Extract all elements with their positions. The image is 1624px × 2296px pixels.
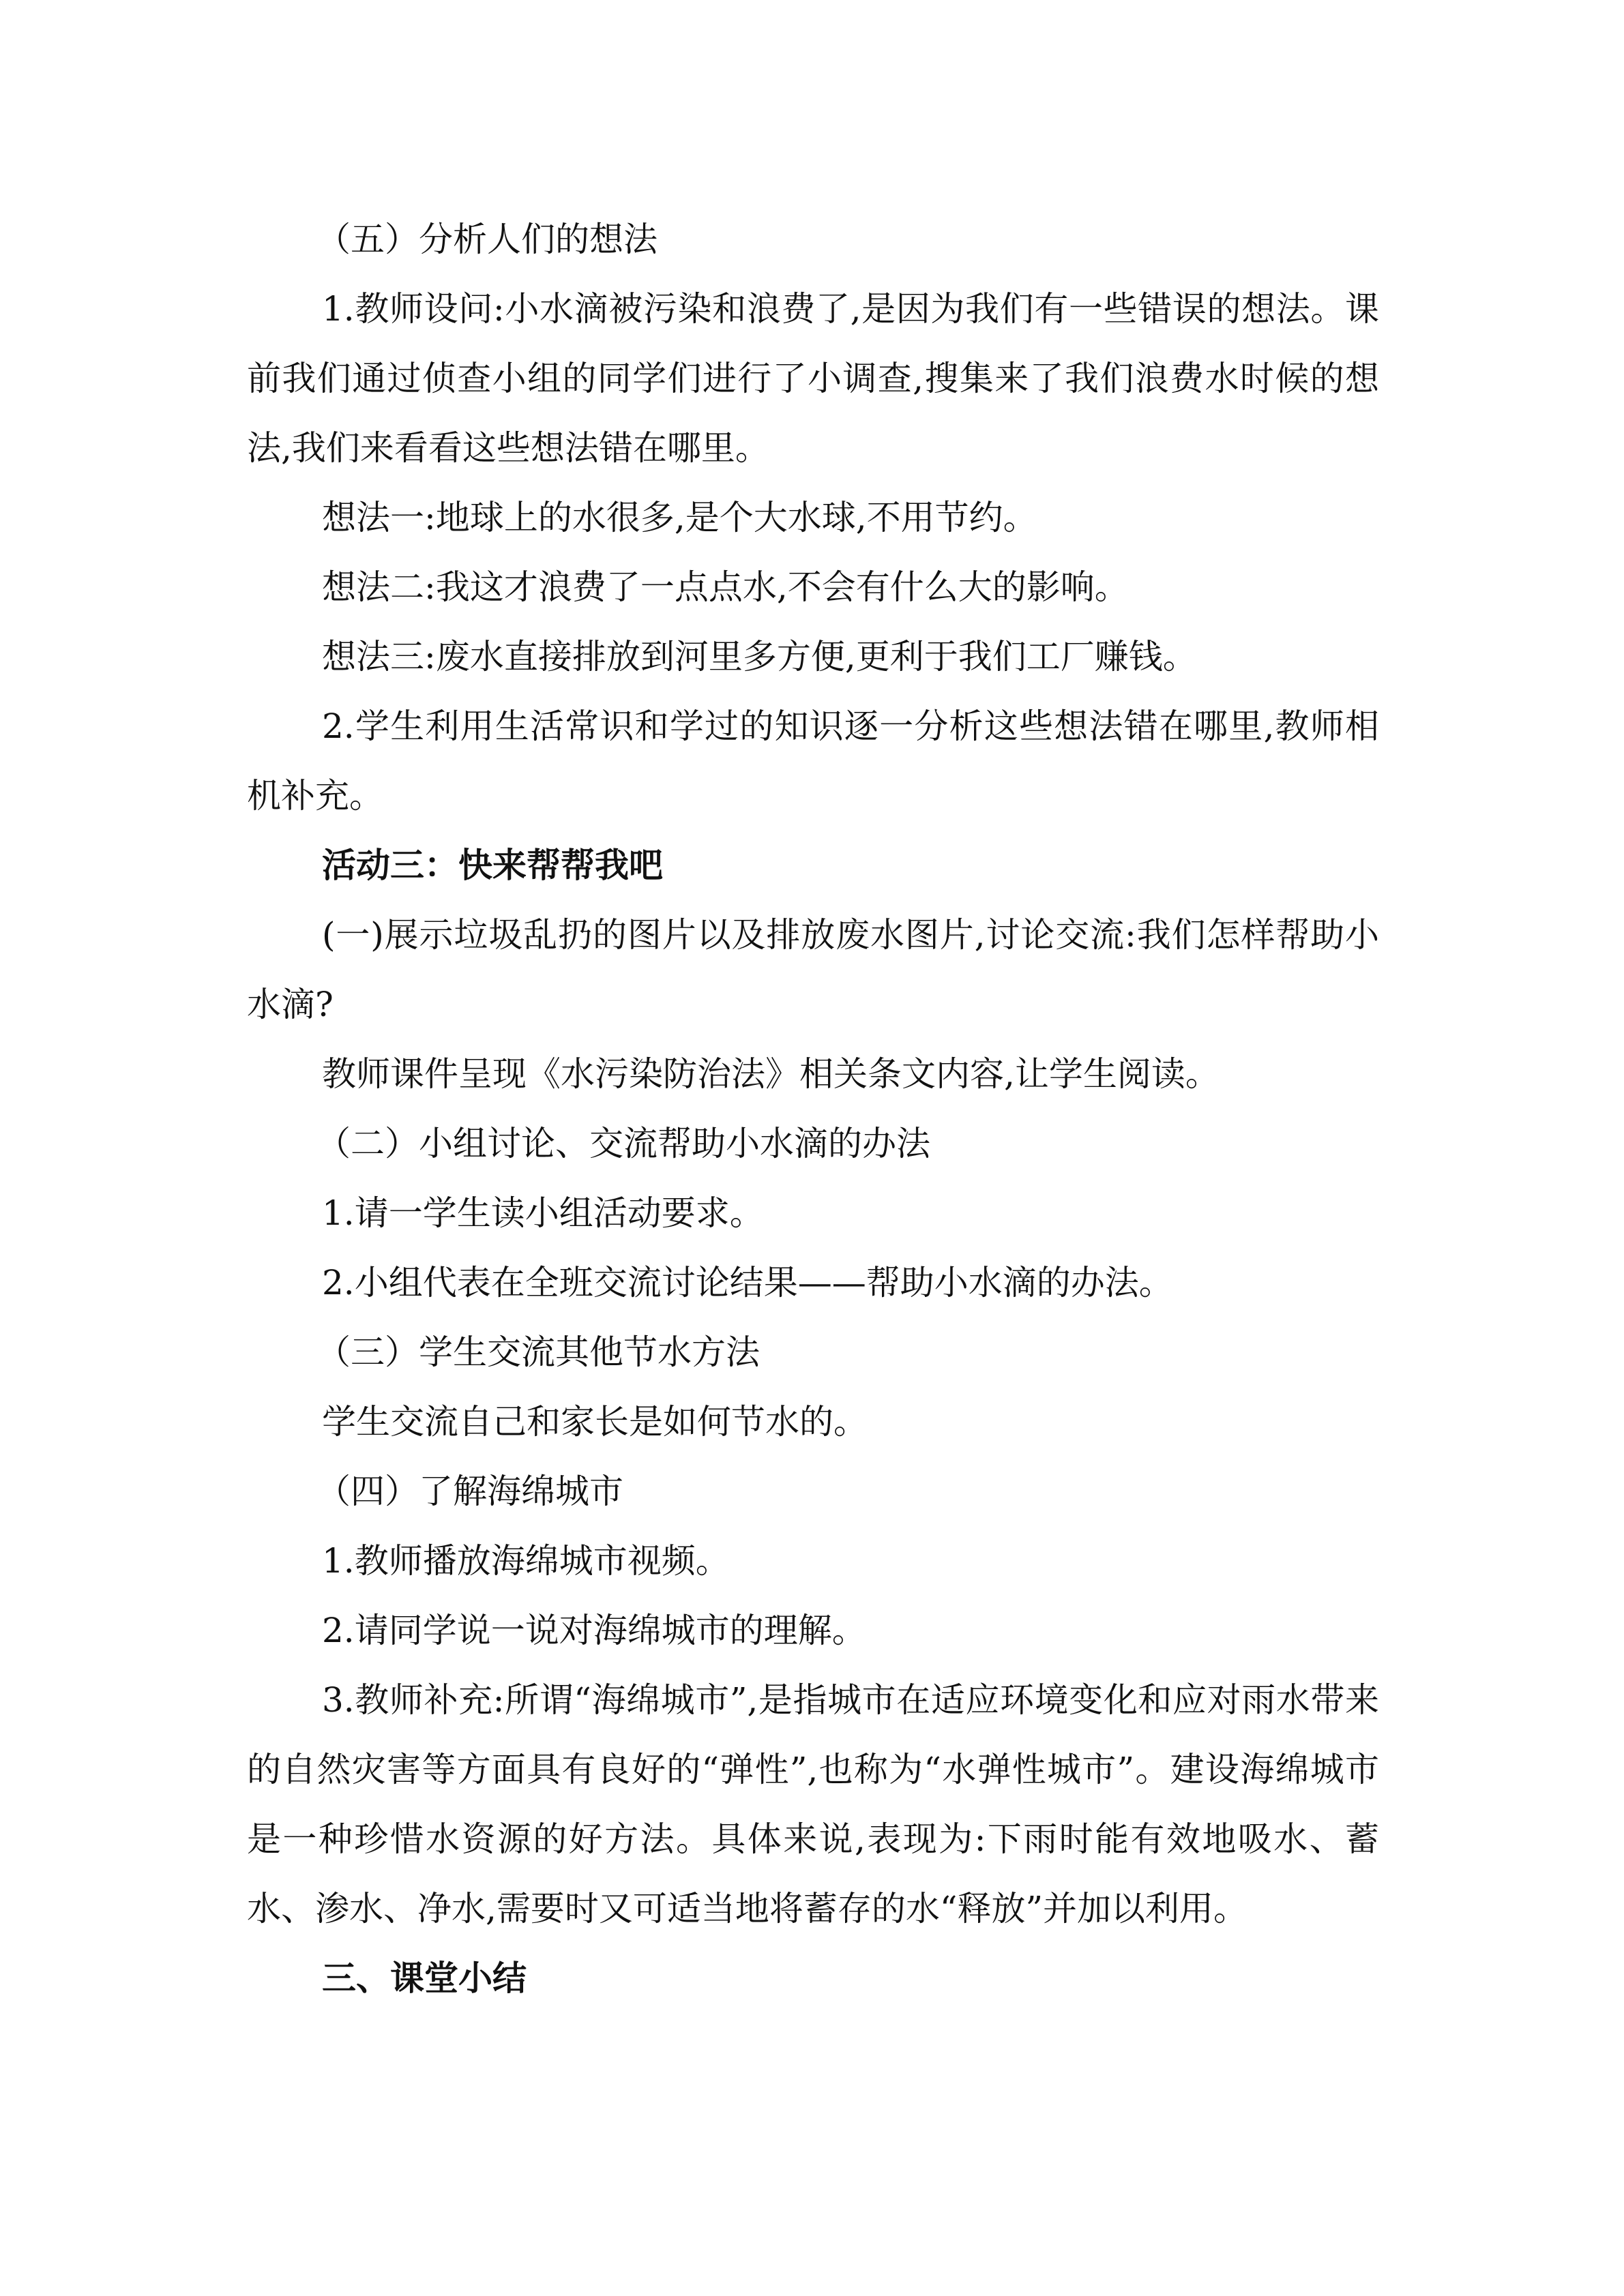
activity-3-part-3-heading: （三）学生交流其他节水方法 [316, 1332, 760, 1372]
activity-3-part-2-item-2: 2.小组代表在全班交流讨论结果——帮助小水滴的办法。 [322, 1263, 1173, 1302]
section-3-heading: 三、课堂小结 [322, 1958, 527, 1998]
activity-3-part-2-item-1: 1.请一学生读小组活动要求。 [322, 1193, 764, 1233]
idea-3: 想法三:废水直接排放到河里多方便,更利于我们工厂赚钱。 [322, 637, 1197, 676]
idea-2: 想法二:我这才浪费了一点点水,不会有什么大的影响。 [322, 567, 1129, 607]
activity-3-part-4-item-2: 2.请同学说一说对海绵城市的理解。 [322, 1611, 866, 1650]
section-5-heading: （五）分析人们的想法 [316, 220, 658, 259]
activity-3-part-3-text: 学生交流自己和家长是如何节水的。 [322, 1402, 868, 1442]
section-5-item-1: 1.教师设问:小水滴被污染和浪费了,是因为我们有一些错误的想法。课前我们通过侦查小组的同学们进行了小调查,搜集来了我们浪费水时候的想法,我们来看看这些想法错在哪里。 [247, 289, 1379, 468]
idea-1: 想法一:地球上的水很多,是个大水球,不用节约。 [322, 498, 1037, 537]
activity-3-part-4-item-3: 3.教师补充:所谓“海绵城市”,是指城市在适应环境变化和应对雨水带来的自然灾害等方面具有良好的“弹性”,也称为“水弹性城市”。建设海绵城市是一种珍惜水资源的好方法。具体来说,表现为:下雨时能有效地吸水、蓄水、渗水、净水,需要时又可适当地将蓄存的水“释放”并加以利用。 [247, 1680, 1379, 1928]
activity-3-heading: 活动三：快来帮帮我吧 [322, 846, 663, 885]
activity-3-part-1-note: 教师课件呈现《水污染防治法》相关条文内容,让学生阅读。 [322, 1054, 1220, 1094]
section-5-item-2: 2.学生利用生活常识和学过的知识逐一分析这些想法错在哪里,教师相机补充。 [247, 706, 1379, 816]
activity-3-part-1: (一)展示垃圾乱扔的图片以及排放废水图片,讨论交流:我们怎样帮助小水滴? [247, 915, 1379, 1024]
activity-3-part-2-heading: （二）小组讨论、交流帮助小水滴的办法 [316, 1124, 930, 1163]
activity-3-part-4-item-1: 1.教师播放海绵城市视频。 [322, 1541, 730, 1581]
document-page [247, 205, 1379, 2013]
activity-3-part-4-heading: （四）了解海绵城市 [316, 1472, 623, 1511]
